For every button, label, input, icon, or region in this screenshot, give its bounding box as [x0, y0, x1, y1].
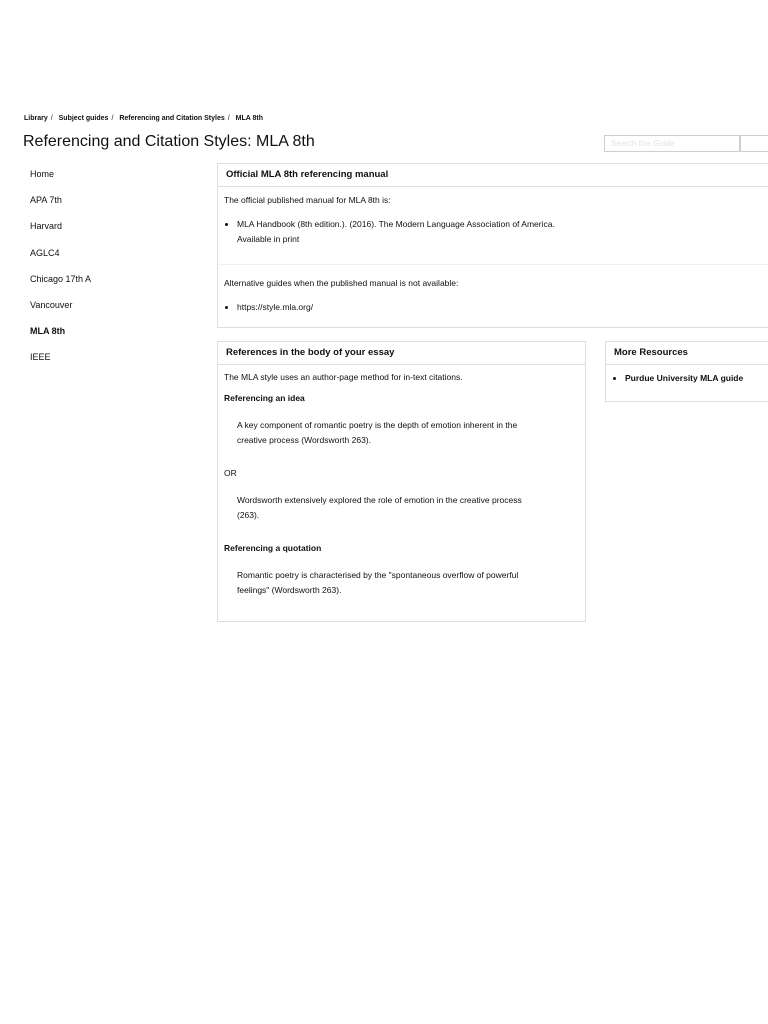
quote-heading: Referencing a quotation [224, 543, 322, 553]
list-item [237, 217, 768, 247]
breadcrumb-separator: / [227, 115, 230, 122]
idea-example-1-line1: A key component of romantic poetry is the depth of emotion inherent in the [237, 420, 518, 430]
breadcrumb [24, 115, 263, 122]
nav-item-mla-8th[interactable]: MLA 8th [30, 326, 66, 337]
manual-intro: The official published manual for MLA 8th is: [224, 195, 391, 205]
list-item [237, 300, 768, 315]
resources-box-title: More Resources [606, 342, 768, 365]
breadcrumb-separator: / [50, 115, 53, 122]
resources-box [605, 341, 768, 402]
resources-box-body [606, 365, 768, 386]
essay-box [217, 341, 586, 622]
manual-alt-intro: Alternative guides when the published manual is not available: [224, 278, 459, 288]
nav-item-harvard[interactable]: Harvard [30, 221, 63, 232]
nav-item-apa-7th[interactable]: APA 7th [30, 195, 62, 206]
nav-item-chicago[interactable]: Chicago 17th A [30, 273, 92, 284]
manual-alt-list [224, 300, 768, 315]
manual-box [217, 163, 768, 328]
nav-item-vancouver[interactable]: Vancouver [30, 299, 73, 310]
manual-list [224, 217, 768, 247]
manual-book-line2: Available in print [237, 234, 300, 244]
breadcrumb-referencing-styles[interactable]: Referencing and Citation Styles [119, 115, 225, 122]
idea-example-1-line2: creative process (Wordsworth 263). [237, 435, 372, 445]
breadcrumb-separator: / [111, 115, 114, 122]
mla-style-link[interactable]: https://style.mla.org/ [237, 302, 314, 312]
divider [218, 264, 768, 265]
idea-heading: Referencing an idea [224, 393, 305, 403]
search-input[interactable] [604, 135, 740, 152]
or-text: OR [224, 468, 237, 478]
breadcrumb-current: MLA 8th [235, 115, 264, 122]
quote-example-line1: Romantic poetry is characterised by the "spontaneous overflow of powerful [237, 570, 519, 580]
quote-example [224, 568, 579, 598]
idea-example-1 [224, 418, 579, 448]
breadcrumb-library[interactable]: Library [24, 115, 48, 122]
essay-box-body [218, 370, 585, 598]
idea-example-2-line1: Wordsworth extensively explored the role of emotion in the creative process [237, 495, 522, 505]
idea-example-2-line2: (263). [237, 510, 260, 520]
page-title: Referencing and Citation Styles: MLA 8th [23, 133, 315, 150]
manual-box-body [218, 193, 768, 315]
manual-box-title: Official MLA 8th referencing manual [218, 164, 768, 187]
breadcrumb-subject-guides[interactable]: Subject guides [58, 115, 109, 122]
manual-book-line1: MLA Handbook (8th edition.). (2016). The Modern Language Association of America. [237, 219, 555, 229]
search-button[interactable] [740, 135, 768, 152]
nav-item-home[interactable]: Home [30, 169, 55, 179]
resources-list [612, 371, 768, 386]
essay-box-title: References in the body of your essay [218, 342, 585, 365]
purdue-mla-guide-link[interactable]: Purdue University MLA guide [625, 373, 744, 383]
idea-example-2 [224, 493, 579, 523]
essay-intro: The MLA style uses an author-page method for in-text citations. [224, 372, 463, 382]
nav-item-aglc4[interactable]: AGLC4 [30, 247, 60, 258]
list-item [625, 371, 768, 386]
nav-item-ieee[interactable]: IEEE [30, 352, 51, 363]
side-nav [30, 168, 200, 378]
quote-example-line2: feelings" (Wordsworth 263). [237, 585, 342, 595]
